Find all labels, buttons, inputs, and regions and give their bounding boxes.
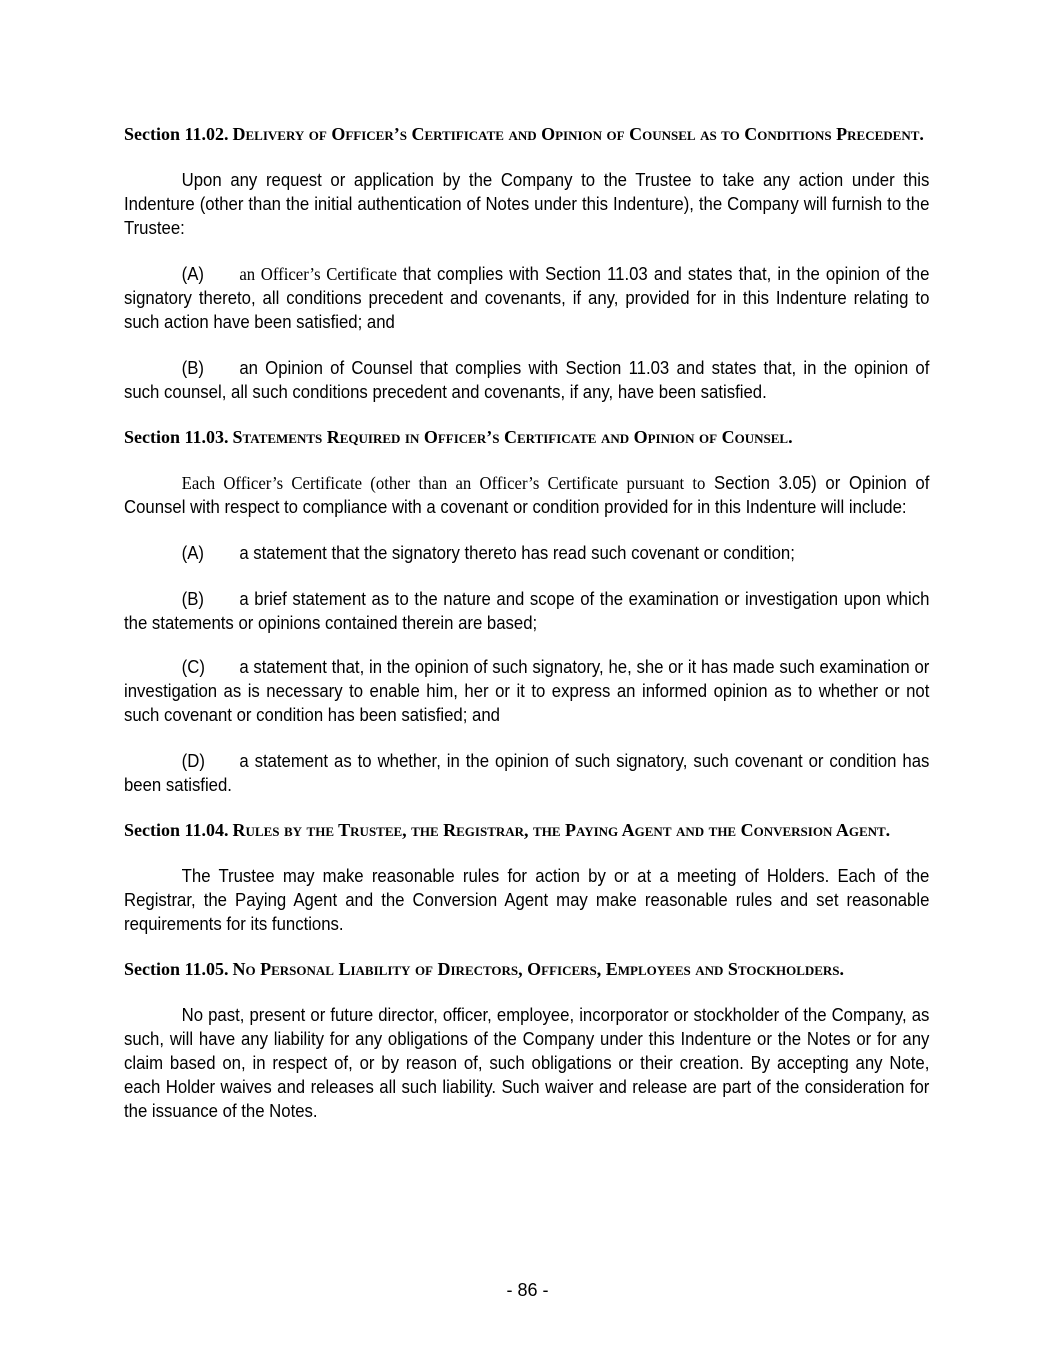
item-label: (B) bbox=[181, 358, 204, 378]
intro-text: Section 3.05) or Opinion of Counsel with respect to compliance with a covenant or condition provided for in this Indenture will include: bbox=[124, 473, 930, 517]
item-label: (D) bbox=[181, 751, 205, 771]
section-11-03-item-d bbox=[124, 749, 929, 797]
item-text: that complies with Section 11.03 and states that, in the opinion of the signatory thereto, all conditions precedent and covenants, if any, provided for in this Indenture relating to such action have been satisfied; and bbox=[124, 264, 930, 332]
section-11-02-item-a bbox=[124, 262, 929, 334]
section-number: Section 11.03. bbox=[124, 427, 229, 447]
item-serif-lead: an Officer’s Certificate bbox=[239, 264, 397, 284]
section-title: No Personal Liability of Directors, Officers, Employees and Stockholders. bbox=[232, 959, 845, 979]
section-title: Delivery of Officer’s Certificate and Opinion of Counsel as to Conditions Precedent. bbox=[232, 124, 924, 144]
section-title: Rules by the Trustee, the Registrar, the Paying Agent and the Conversion Agent. bbox=[232, 820, 891, 840]
item-text: a statement that, in the opinion of such signatory, he, she or it has made such examination or investigation as is necessary to enable him, her or it to express an informed opinion as to whether or not such covenant or condition has been satisfied; and bbox=[124, 657, 930, 725]
item-label: (C) bbox=[181, 657, 205, 677]
section-11-05-body: No past, present or future director, officer, employee, incorporator or stockholder of the Company, as such, will have any liability for any obligations of the Company under this Indenture or the Notes or for any claim based on, in respect of, or by reason of, such obligations or their creation. By accepting any Note, each Holder waives and releases all such liability. Such waiver and release are part of the consideration for the issuance of the Notes. bbox=[124, 1005, 930, 1121]
intro-serif-part: Each Officer’s Certificate (other than an Officer’s Certificate pursuant to bbox=[181, 473, 706, 493]
page-number: - 86 - bbox=[506, 1280, 549, 1300]
item-text: a statement as to whether, in the opinion of such signatory, such covenant or condition has been satisfied. bbox=[124, 751, 930, 795]
section-11-03-intro bbox=[124, 471, 929, 519]
item-text: an Opinion of Counsel that complies with Section 11.03 and states that, in the opinion of such counsel, all such conditions precedent and covenants, if any, have been satisfied. bbox=[124, 358, 930, 402]
section-11-03-heading bbox=[124, 426, 930, 449]
item-label: (A) bbox=[181, 264, 204, 284]
document-page bbox=[124, 123, 930, 1123]
section-number: Section 11.04. bbox=[124, 820, 229, 840]
item-text: a statement that the signatory thereto has read such covenant or condition; bbox=[239, 543, 795, 563]
section-11-04-heading bbox=[124, 819, 930, 842]
item-label: (B) bbox=[181, 589, 204, 609]
section-title: Statements Required in Officer’s Certificate and Opinion of Counsel. bbox=[232, 427, 793, 447]
section-11-04-body: The Trustee may make reasonable rules for action by or at a meeting of Holders. Each of the Registrar, the Paying Agent and the Conversion Agent may make reasonable rules and set reasonable requirements for its functions. bbox=[124, 866, 930, 934]
section-11-03-item-c bbox=[124, 655, 929, 727]
section-number: Section 11.02. bbox=[124, 124, 229, 144]
section-11-03-item-a bbox=[124, 541, 929, 565]
section-11-05-heading bbox=[124, 958, 930, 981]
section-11-02-item-b bbox=[124, 356, 929, 404]
item-text: a brief statement as to the nature and scope of the examination or investigation upon which the statements or opinions contained therein are based; bbox=[124, 589, 930, 633]
section-number: Section 11.05. bbox=[124, 959, 229, 979]
section-11-03-item-b bbox=[124, 587, 929, 635]
section-11-02-heading bbox=[124, 123, 930, 146]
item-label: (A) bbox=[181, 543, 204, 563]
section-11-02-intro: Upon any request or application by the Company to the Trustee to take any action under this Indenture (other than the initial authentication of Notes under this Indenture), the Company will furnish to the Trustee: bbox=[124, 170, 930, 238]
